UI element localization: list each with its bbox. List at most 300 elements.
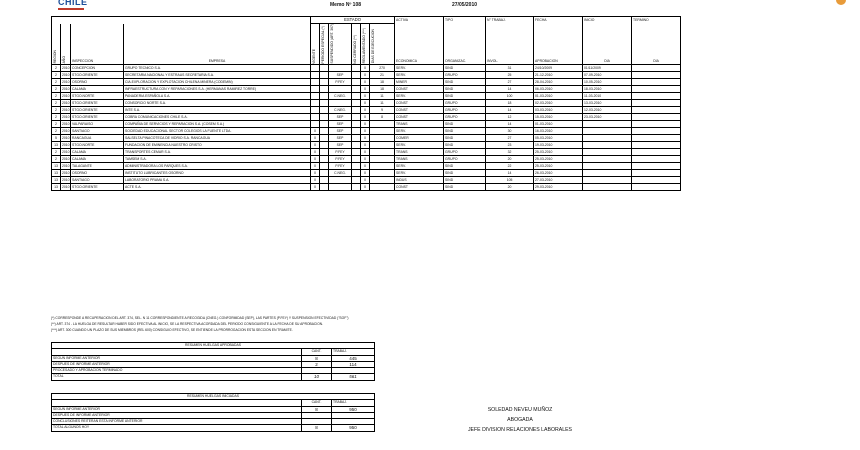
summary-approved-table <box>51 342 375 381</box>
cell-dias: 11 <box>370 92 395 99</box>
cell-suspendido: SEP <box>329 134 352 141</box>
summary-approved-label: TOTAL <box>52 374 302 380</box>
summary-initiated-table <box>51 393 375 432</box>
cell-reglamentado: X <box>361 85 370 92</box>
table-row <box>52 169 832 176</box>
cell-trabaj: 31 <box>486 64 534 71</box>
cell-fecha: 16-03-2010 <box>534 127 583 134</box>
cell-dias: 21 <box>370 71 395 78</box>
cell-fecha: 29-03-2010 <box>534 183 583 190</box>
cell-trabaj: 14 <box>486 106 534 113</box>
col-inicio: INICIO <box>583 17 632 24</box>
cell-inicio <box>583 162 632 169</box>
col-termino: TERMINO <box>632 17 681 24</box>
cell-empresa: TAMSEM S.A. <box>124 155 311 162</box>
cell-periodo <box>320 127 329 134</box>
cell-dias <box>370 183 395 190</box>
cell-empresa: COBRA COMUNICACIONES CHILE S.A. <box>124 113 311 120</box>
cell-tipo: SIND <box>444 162 486 169</box>
cell-fecha: 03-03-2010 <box>534 106 583 113</box>
cell-dias <box>370 127 395 134</box>
cell-anio: 2010 <box>62 121 70 126</box>
cell-vigente: X <box>311 183 320 190</box>
cell-empresa: SECRETARIA NACIONAL Y ESTRAUS SECRETARIA S.A. <box>124 71 311 78</box>
cell-periodo <box>320 183 329 190</box>
cell-region: 2 <box>52 85 61 92</box>
table-row <box>52 78 832 85</box>
cell-dias: 9 <box>370 106 395 113</box>
cell-periodo <box>320 71 329 78</box>
cell-fecha: 24/10/2009 <box>534 64 583 71</box>
col-dias: DIAS DE EJECUCION <box>371 29 375 64</box>
sub-fecha: APROBACION <box>534 24 583 65</box>
cell-termino <box>632 176 681 183</box>
cell-dias: 11 <box>370 99 395 106</box>
cell-reglamentado: X <box>361 78 370 85</box>
cell-reglamentado: X <box>361 127 370 134</box>
strikes-table <box>51 16 832 191</box>
table-row <box>52 106 832 113</box>
cell-nocerrado <box>352 169 361 176</box>
cell-periodo <box>320 92 329 99</box>
summary-approved-trab: 561 <box>332 374 375 380</box>
cell-anio: 2010 <box>62 114 70 119</box>
cell-nocerrado <box>352 176 361 183</box>
cell-anio: 2010 <box>62 142 70 147</box>
sub-tipo: ORGANIZAC. <box>444 24 486 65</box>
cell-inicio: 12-03-2010 <box>583 106 632 113</box>
cell-activa: COMER <box>395 134 444 141</box>
summary-approved-cant: 10 <box>302 374 332 380</box>
cell-inicio <box>583 127 632 134</box>
cell-inspeccion: RANCAGUA <box>71 134 124 141</box>
cell-fecha: 01-03-2010 <box>534 92 583 99</box>
cell-empresa: CIA.EXPLORACION Y EXPLOTACION CHILENA MINERA (CODEMIN) <box>124 78 311 85</box>
cell-suspendido: SEP <box>329 141 352 148</box>
col-tipo: TIPO <box>444 17 486 24</box>
cell-nocerrado <box>352 127 361 134</box>
sub-inicio: DIA <box>583 24 632 65</box>
cell-trabaj: 14 <box>486 169 534 176</box>
cell-tipo: SIND <box>444 85 486 92</box>
memo-date: 27/05/2010 <box>452 2 478 8</box>
cell-vigente: X <box>311 134 320 141</box>
cell-periodo <box>320 106 329 113</box>
cell-termino <box>632 141 681 148</box>
cell-fecha: 01-03-2010 <box>534 120 583 127</box>
signature-block <box>440 405 600 435</box>
cell-termino <box>632 183 681 190</box>
cell-vigente <box>311 99 320 106</box>
cell-reglamentado: X <box>361 134 370 141</box>
cell-inspeccion: CONCEPCION <box>71 64 124 71</box>
cell-nocerrado <box>352 99 361 106</box>
cell-tipo: SIND <box>444 78 486 85</box>
cell-activa: SERV. <box>395 64 444 71</box>
cell-dias: 270 <box>370 64 395 71</box>
row-spacer <box>681 99 832 106</box>
cell-activa: TRANS <box>395 148 444 155</box>
summary-initiated-label: TOTAL ALGUNOS HOY <box>52 425 302 431</box>
footnotes <box>51 315 611 333</box>
cell-fecha: 25-03-2010 <box>534 155 583 162</box>
cell-region: 5 <box>52 134 61 141</box>
cell-empresa: PANADERIA ESPAÑOLA S.A. <box>124 92 311 99</box>
col-periodo: PERIODO ESPECIAL (*) <box>321 25 325 64</box>
cell-empresa: LABORATORIO PRAMA S.A. <box>124 176 311 183</box>
cell-fecha: 05-03-2010 <box>534 134 583 141</box>
col-anio: AÑO <box>62 56 66 64</box>
cell-dias <box>370 141 395 148</box>
cell-region: 13 <box>52 183 61 190</box>
row-spacer <box>681 141 832 148</box>
cell-inicio <box>583 134 632 141</box>
cell-region: 2 <box>52 71 61 78</box>
cell-reglamentado: X <box>361 71 370 78</box>
summary-initiated-col-trab: TRABAJ. <box>332 400 375 406</box>
cell-region: 2 <box>52 113 61 120</box>
cell-vigente <box>311 92 320 99</box>
cell-suspendido: C.NEG. <box>329 106 352 113</box>
col-suspendido: SUSPENDIDO (ART. 367) <box>330 24 334 64</box>
cell-fecha: 19-03-2010 <box>534 141 583 148</box>
cell-region: 13 <box>52 141 61 148</box>
cell-empresa: ACTE S.A. <box>124 183 311 190</box>
cell-empresa: COMPAÑIA DE SERVICIOS Y REPARACION S.A. (COSEM S.A.) <box>124 120 311 127</box>
cell-region: 2 <box>52 64 61 71</box>
footnote-1: (*) CORRESPONDE A RECUPERACION DEL ART. 374, SEL. N 11 CORRESPONDIENTE A RECOGIDA (CNEG.) CONFORMIDAD (SEP), LAS PARTES (P.FEY) Y SUSPENSION EFECTIVIDAD ("SOF") <box>51 316 349 320</box>
group-estado: ESTADO <box>311 17 395 24</box>
cell-anio: 2010 <box>62 79 70 84</box>
table-row <box>52 127 832 134</box>
table-row <box>52 120 832 127</box>
summary-approved-trab: 114 <box>332 361 375 367</box>
cell-empresa: INSTITUTO LUBRICANTES OSORNO <box>124 169 311 176</box>
cell-nocerrado <box>352 71 361 78</box>
logo: CHILE <box>58 0 88 7</box>
summary-initiated-label: SEGUN INFORME ANTERIOR <box>52 406 302 412</box>
table-row <box>52 148 832 155</box>
cell-nocerrado <box>352 64 361 71</box>
col-activa: ACTIVA <box>395 17 444 24</box>
cell-dias <box>370 162 395 169</box>
cell-fecha: 27-03-2010 <box>534 176 583 183</box>
summary-approved-cant: 8 <box>302 355 332 361</box>
cell-termino <box>632 99 681 106</box>
cell-vigente: X <box>311 155 320 162</box>
cell-activa: SERV. <box>395 71 444 78</box>
cell-region: 2 <box>52 99 61 106</box>
cell-dias <box>370 155 395 162</box>
cell-region: 2 <box>52 127 61 134</box>
col-reglamentado: REGLAMENTADO (***) <box>362 28 366 64</box>
cell-anio: 2010 <box>62 177 70 182</box>
sub-trabaj: INVOL. <box>486 24 534 65</box>
cell-inspeccion: STGO.ORIENTE <box>71 71 124 78</box>
cell-trabaj: 14 <box>486 120 534 127</box>
cell-inspeccion: STGO.ORIENTE <box>71 99 124 106</box>
cell-fecha: 21-12-2010 <box>534 71 583 78</box>
cell-activa: CONST <box>395 99 444 106</box>
cell-trabaj: 18 <box>486 99 534 106</box>
memo-number: Memo Nº 108 <box>330 2 362 8</box>
cell-trabaj: 20 <box>486 183 534 190</box>
cell-fecha: 06-03-2010 <box>534 85 583 92</box>
summary-approved-trab: 445 <box>332 355 375 361</box>
table-row <box>52 176 832 183</box>
cell-reglamentado: X <box>361 169 370 176</box>
cell-inicio: 10-05-2010 <box>583 78 632 85</box>
table-row <box>52 134 832 141</box>
cell-vigente <box>311 113 320 120</box>
cell-trabaj: 25 <box>486 71 534 78</box>
cell-suspendido: P.FEY <box>329 148 352 155</box>
table-row <box>52 64 832 71</box>
cell-periodo <box>320 141 329 148</box>
row-spacer <box>681 134 832 141</box>
cell-region: 2 <box>52 92 61 99</box>
cell-anio: 2010 <box>62 107 70 112</box>
cell-tipo: SIND <box>444 134 486 141</box>
table-row <box>52 183 832 190</box>
summary-initiated-trab: 950 <box>332 425 375 431</box>
cell-reglamentado: X <box>361 99 370 106</box>
cell-vigente <box>311 85 320 92</box>
summary-approved-label: PROCESADO Y APROBACION TERMINADO <box>52 368 302 374</box>
cell-inspeccion: OSORNO <box>71 169 124 176</box>
cell-dias <box>370 148 395 155</box>
cell-dias <box>370 176 395 183</box>
cell-empresa: SOCIEDAD EDUCACIONAL SECTOR COLEGIOS LA FUENTE LTDA. <box>124 127 311 134</box>
cell-nocerrado <box>352 85 361 92</box>
cell-tipo: GRUPO <box>444 113 486 120</box>
cell-suspendido: P.FEY <box>329 155 352 162</box>
cell-inspeccion: VALPARAISO <box>71 120 124 127</box>
cell-vigente <box>311 71 320 78</box>
cell-empresa: ADMINISTRADORA LOS PARQUES S.A. <box>124 162 311 169</box>
logo-underline <box>58 8 84 10</box>
cell-activa: INDUS <box>395 176 444 183</box>
signature-role: ABOGADA <box>507 417 533 423</box>
cell-inspeccion: CALAMA <box>71 148 124 155</box>
summary-approved-col-cant: CANT. <box>302 349 332 355</box>
summary-initiated-label: DESPUES DE INFORME ANTERIOR <box>52 412 302 418</box>
cell-fecha: 26-03-2010 <box>534 169 583 176</box>
table-row <box>52 71 832 78</box>
cell-activa: CONST <box>395 113 444 120</box>
cell-anio: 2010 <box>62 65 70 70</box>
cell-fecha: 25-03-2010 <box>534 148 583 155</box>
table-row <box>52 99 832 106</box>
cell-anio: 2010 <box>62 100 70 105</box>
cell-tipo: SIND <box>444 176 486 183</box>
table-row <box>52 92 832 99</box>
cell-inicio <box>583 148 632 155</box>
cell-activa: SERV. <box>395 169 444 176</box>
cell-periodo <box>320 148 329 155</box>
cell-activa: SERV. <box>395 92 444 99</box>
cell-region: 2 <box>52 78 61 85</box>
cell-fecha: 15-03-2010 <box>534 113 583 120</box>
cell-suspendido: SEP <box>329 71 352 78</box>
cell-inspeccion: SANTIAGO <box>71 127 124 134</box>
cell-periodo <box>320 169 329 176</box>
cell-inicio <box>583 183 632 190</box>
summary-approved-label: DESPUES DE INFORME ANTERIOR <box>52 361 302 367</box>
cell-termino <box>632 155 681 162</box>
cell-suspendido: C.NEG. <box>329 169 352 176</box>
cell-inspeccion: STGO.ORIENTE <box>71 183 124 190</box>
cell-empresa: GRUPO TECNICO S.A. <box>124 64 311 71</box>
cell-tipo: SIND <box>444 127 486 134</box>
cell-empresa: INTE S.A. <box>124 106 311 113</box>
cell-periodo <box>320 176 329 183</box>
cell-suspendido: P.FEY <box>329 78 352 85</box>
row-spacer <box>681 113 832 120</box>
cell-reglamentado: X <box>361 113 370 120</box>
table-row <box>52 113 832 120</box>
sub-termino: DIA <box>632 24 681 65</box>
cell-vigente <box>311 120 320 127</box>
cell-trabaj: 12 <box>486 113 534 120</box>
cell-inicio: 01/11/2009 <box>583 64 632 71</box>
cell-activa: SERV. <box>395 127 444 134</box>
summary-approved-label: SEGUN INFORME ANTERIOR <box>52 355 302 361</box>
cell-anio: 2010 <box>62 156 70 161</box>
sub-activa: ECONOMICA <box>395 24 444 65</box>
cell-vigente: X <box>311 176 320 183</box>
cell-anio: 2010 <box>62 72 70 77</box>
cell-inicio: 13-03-2010 <box>583 99 632 106</box>
cell-trabaj: 105 <box>486 176 534 183</box>
cell-suspendido: SEP <box>329 113 352 120</box>
cell-periodo <box>320 85 329 92</box>
cell-dias <box>370 120 395 127</box>
cell-activa: TRANS <box>395 120 444 127</box>
cell-activa: CONST <box>395 183 444 190</box>
summary-initiated-title: RESUMEN HUELGAS INICIADAS <box>52 394 375 400</box>
cell-dias <box>370 169 395 176</box>
row-spacer <box>681 85 832 92</box>
cell-inicio <box>583 176 632 183</box>
cell-vigente: X <box>311 169 320 176</box>
summary-approved-title: RESUMEN HUELGAS APROBADAS <box>52 343 375 349</box>
cell-inicio <box>583 169 632 176</box>
cell-tipo: GRUPO <box>444 71 486 78</box>
row-spacer <box>681 106 832 113</box>
row-spacer <box>681 155 832 162</box>
cell-dias: 18 <box>370 85 395 92</box>
summary-approved-cant: 2 <box>302 361 332 367</box>
cell-vigente: X <box>311 141 320 148</box>
cell-inicio <box>583 120 632 127</box>
cell-reglamentado: X <box>361 176 370 183</box>
cell-reglamentado: X <box>361 183 370 190</box>
cell-reglamentado: X <box>361 64 370 71</box>
cell-termino <box>632 134 681 141</box>
cell-inicio: 07-09-2010 <box>583 71 632 78</box>
cell-periodo <box>320 120 329 127</box>
col-nocerrado: NO CERRADO (**) <box>353 34 357 64</box>
cell-trabaj: 20 <box>486 155 534 162</box>
cell-nocerrado <box>352 155 361 162</box>
table-row <box>52 155 832 162</box>
cell-periodo <box>320 113 329 120</box>
col-empresa: EMPRESA <box>124 24 311 65</box>
cell-termino <box>632 113 681 120</box>
cell-tipo: SIND <box>444 183 486 190</box>
col-fecha: FECHA <box>534 17 583 24</box>
cell-activa: TRANS <box>395 155 444 162</box>
cell-inicio <box>583 155 632 162</box>
cell-periodo <box>320 99 329 106</box>
row-spacer <box>681 78 832 85</box>
cell-reglamentado: X <box>361 162 370 169</box>
summary-initiated-cant: 8 <box>302 425 332 431</box>
cell-inspeccion: STGO.ORIENTE <box>71 113 124 120</box>
cell-inspeccion: SANTIAGO <box>71 176 124 183</box>
col-inspeccion: INSPECCION <box>71 24 124 65</box>
signature-department: JEFE DIVISION RELACIONES LABORALES <box>467 427 573 433</box>
cell-trabaj: 14 <box>486 85 534 92</box>
cell-inspeccion: TALAGANTE <box>71 162 124 169</box>
cell-vigente <box>311 64 320 71</box>
cell-trabaj: 22 <box>486 162 534 169</box>
cell-reglamentado: X <box>361 141 370 148</box>
cell-fecha: 28-04-2010 <box>534 78 583 85</box>
cell-tipo: SIND <box>444 64 486 71</box>
cell-inspeccion: CALAMA <box>71 155 124 162</box>
cell-reglamentado: X <box>361 155 370 162</box>
cell-nocerrado <box>352 120 361 127</box>
row-spacer <box>681 148 832 155</box>
cell-nocerrado <box>352 113 361 120</box>
row-spacer <box>681 162 832 169</box>
cell-activa: SERV. <box>395 141 444 148</box>
cell-tipo: GRUPO <box>444 106 486 113</box>
cell-termino <box>632 92 681 99</box>
cell-termino <box>632 64 681 71</box>
cell-trabaj: 32 <box>486 148 534 155</box>
table-row <box>52 141 832 148</box>
cell-reglamentado: X <box>361 106 370 113</box>
cell-region: 2 <box>52 148 61 155</box>
summary-initiated-col-cant: CANT. <box>302 400 332 406</box>
cell-suspendido: P.FEY <box>329 162 352 169</box>
cell-suspendido: SEP <box>329 127 352 134</box>
cell-termino <box>632 120 681 127</box>
table-row <box>52 162 832 169</box>
cell-suspendido <box>329 64 352 71</box>
row-spacer <box>681 92 832 99</box>
cell-trabaj: 27 <box>486 134 534 141</box>
cell-anio: 2010 <box>62 149 70 154</box>
cell-empresa: CONSORCIO NORTE S.A. <box>124 99 311 106</box>
cell-empresa: SALSELTA PINACOTECA DE VIDRIO S.A. RANCAGUA <box>124 134 311 141</box>
corner-emblem <box>836 0 846 5</box>
cell-periodo <box>320 78 329 85</box>
row-spacer <box>681 169 832 176</box>
cell-termino <box>632 127 681 134</box>
cell-activa: MINER <box>395 78 444 85</box>
cell-nocerrado <box>352 106 361 113</box>
cell-region: 13 <box>52 169 61 176</box>
cell-inspeccion: OSORNO <box>71 78 124 85</box>
cell-fecha: 25-03-2010 <box>534 162 583 169</box>
footnote-2: (**) ART. 374 - LA HUELGA DE RESULTAR HABER SIDO EFECTIVA AL INICIO, SE LA RESPECTIVA ACORDADA DEL PERIODO CONSIGUIENTE A LA FECHA DE SU APROBACION. <box>51 322 324 326</box>
cell-region: 2 <box>52 106 61 113</box>
cell-reglamentado: X <box>361 120 370 127</box>
